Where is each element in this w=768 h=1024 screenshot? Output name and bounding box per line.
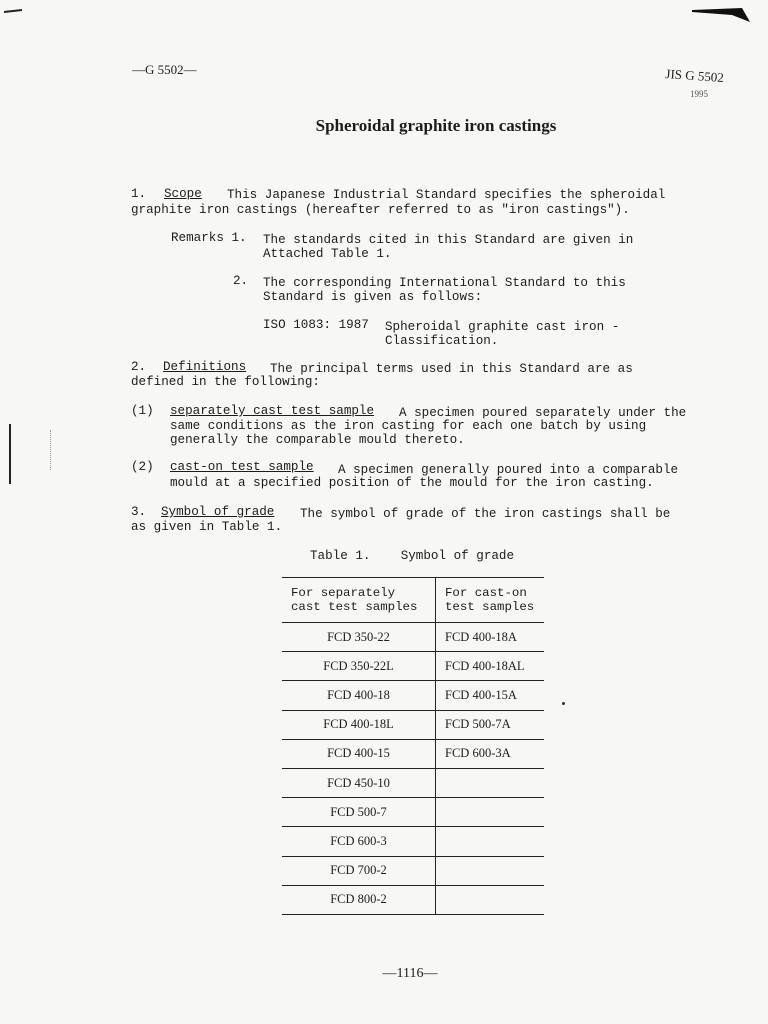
symbol-text-line: The symbol of grade of the iron castings shall be	[300, 507, 671, 521]
table-row	[282, 827, 544, 856]
table-row	[282, 768, 544, 797]
margin-line	[9, 424, 11, 484]
table-cell	[436, 827, 545, 856]
table-cell: FCD 400-18A	[436, 623, 545, 652]
page-number: —1116—	[382, 966, 438, 981]
page-title: Spheroidal graphite iron castings	[315, 116, 557, 135]
table-cell: FCD 600-3A	[436, 739, 545, 768]
definition-number: (2)	[131, 460, 154, 474]
table-row	[282, 885, 544, 914]
table-cell: FCD 500-7	[282, 798, 436, 827]
definition-term: cast-on test sample	[170, 460, 314, 474]
column-header-cast-on: For cast-on test samples	[436, 578, 545, 623]
remarks-text-line: The standards cited in this Standard are given in	[263, 233, 634, 247]
table-cell: FCD 450-10	[282, 768, 436, 797]
definition-text-line: A specimen poured separately under the	[399, 406, 687, 420]
table-cell: FCD 350-22	[282, 623, 436, 652]
section-number: 3.	[131, 505, 147, 519]
section-number: 2.	[131, 360, 147, 374]
table-row	[282, 710, 544, 739]
scan-mark-icon	[692, 6, 750, 22]
table-row	[282, 856, 544, 885]
table-row	[282, 623, 544, 652]
jis-code: JIS G 5502	[664, 66, 725, 86]
symbol-heading: Symbol of grade	[161, 505, 275, 519]
table-cell: FCD 400-18	[282, 681, 436, 710]
definitions-heading: Definitions	[163, 360, 247, 374]
table-cell: FCD 600-3	[282, 827, 436, 856]
definition-text-line: mould at a specified position of the mould for the iron casting.	[170, 476, 654, 490]
jis-year: 1995	[690, 89, 708, 99]
iso-title-line: Classification.	[385, 334, 499, 348]
table-cell: FCD 400-15	[282, 739, 436, 768]
definitions-text-line: defined in the following:	[131, 375, 320, 389]
iso-title-line: Spheroidal graphite cast iron -	[385, 320, 620, 334]
scan-mark-icon	[4, 8, 22, 14]
scope-heading: Scope	[164, 187, 202, 201]
remarks-text-line: Standard is given as follows:	[263, 290, 483, 304]
remarks-label: Remarks 1.	[171, 231, 247, 245]
page-code: —G 5502—	[132, 62, 197, 77]
symbol-text-line: as given in Table 1.	[131, 520, 283, 534]
table-cell: FCD 700-2	[282, 856, 436, 885]
table-cell: FCD 400-15A	[436, 681, 545, 710]
table-cell	[436, 856, 545, 885]
speck	[562, 702, 565, 705]
table-header-row	[282, 578, 544, 623]
section-number: 1.	[131, 187, 147, 201]
definition-text-line: same conditions as the iron casting for each one batch by using	[170, 419, 647, 433]
definition-term: separately cast test sample	[170, 404, 375, 418]
grade-table	[282, 577, 544, 915]
table-cell: FCD 800-2	[282, 885, 436, 914]
table-cell	[436, 768, 545, 797]
definition-text-line: generally the comparable mould thereto.	[170, 433, 465, 447]
table-row	[282, 798, 544, 827]
margin-dots	[50, 430, 54, 470]
definition-number: (1)	[131, 404, 154, 418]
iso-code: ISO 1083: 1987	[263, 318, 369, 332]
definition-text-line: A specimen generally poured into a comparable	[338, 463, 679, 477]
table-cell: FCD 400-18L	[282, 710, 436, 739]
remarks-number: 2.	[233, 274, 249, 288]
remarks-text-line: The corresponding International Standard to this	[263, 276, 626, 290]
column-header-separately-cast: For separately cast test samples	[282, 578, 436, 623]
table-row	[282, 652, 544, 681]
table-row	[282, 681, 544, 710]
scope-text-line: This Japanese Industrial Standard specifies the spheroidal	[227, 188, 666, 202]
remarks-text-line: Attached Table 1.	[263, 247, 392, 261]
table-caption: Table 1. Symbol of grade	[310, 549, 515, 563]
table-row	[282, 739, 544, 768]
table-cell	[436, 885, 545, 914]
table-cell: FCD 500-7A	[436, 710, 545, 739]
scope-text-line: graphite iron castings (hereafter referred to as "iron castings").	[131, 203, 630, 217]
table-cell: FCD 400-18AL	[436, 652, 545, 681]
table-cell	[436, 798, 545, 827]
table-cell: FCD 350-22L	[282, 652, 436, 681]
definitions-text-line: The principal terms used in this Standard are as	[270, 362, 633, 376]
